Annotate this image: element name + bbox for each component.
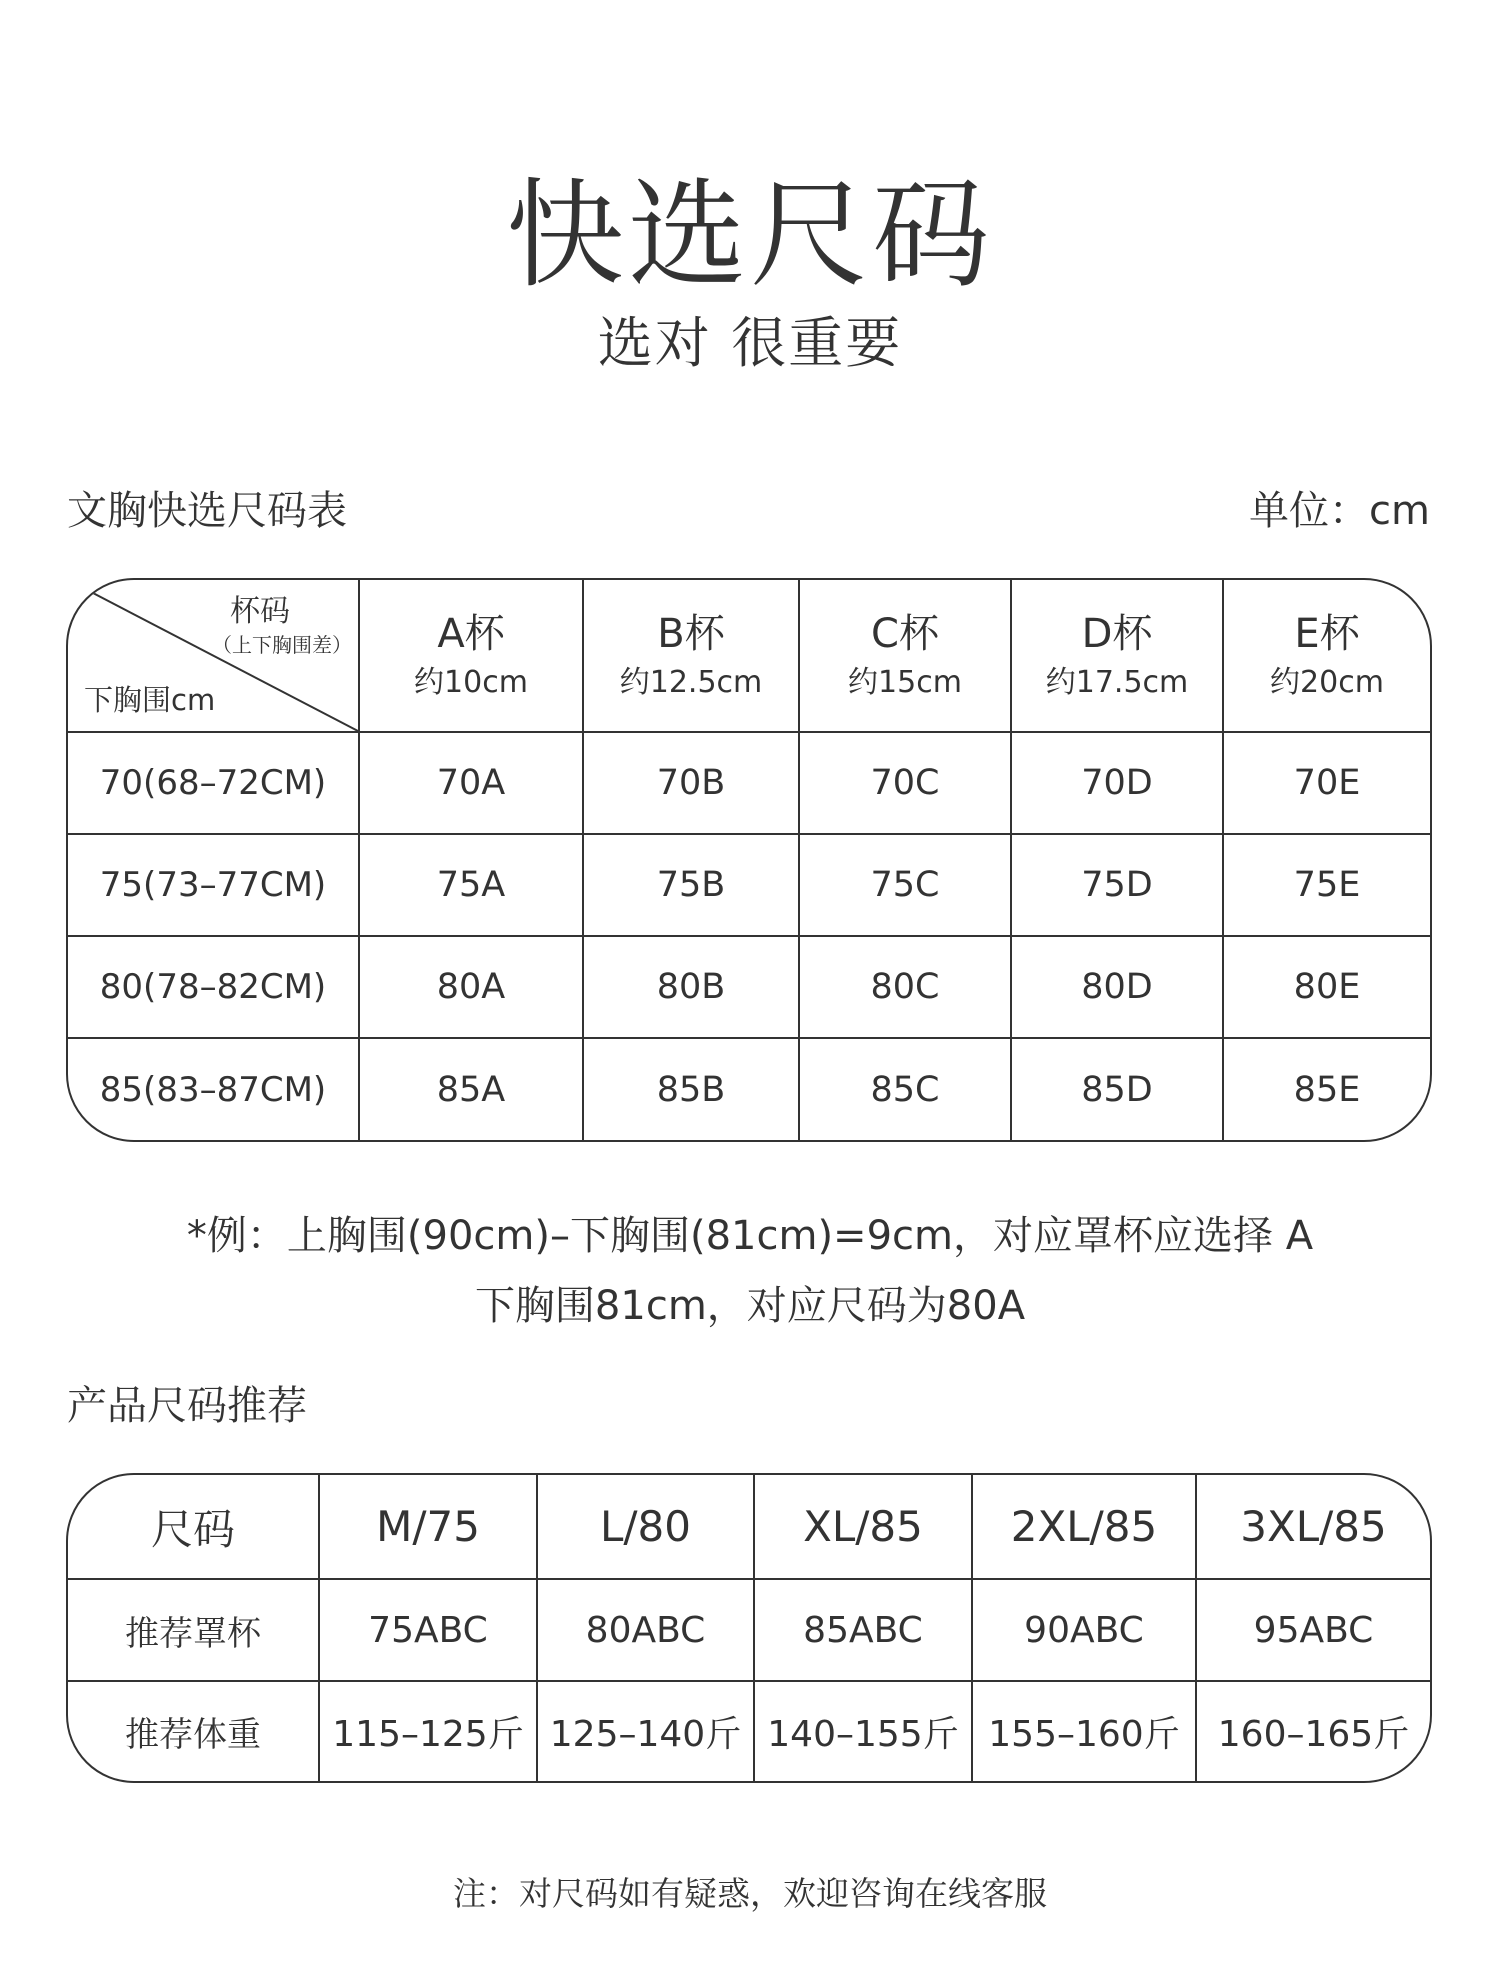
example-text-line1: *例：上胸围(90cm)–下胸围(81cm)=9cm，对应罩杯应选择 A: [186, 1213, 1314, 1259]
underbust-header-label: 下胸围cm: [84, 683, 216, 717]
cup-diff: 约15cm: [848, 664, 962, 700]
rec-cup-label: 推荐罩杯: [68, 1580, 320, 1682]
example-text-line2: 下胸围81cm，对应尺码为80A: [474, 1283, 1026, 1329]
rec-cup-cell: 80ABC: [538, 1580, 755, 1682]
cup-header-a: [360, 580, 584, 733]
rec-cup-cell: 90ABC: [973, 1580, 1197, 1682]
size-cell: 80E: [1224, 937, 1430, 1039]
bra-size-table: [66, 578, 1432, 1142]
size-cell: 75B: [584, 835, 800, 937]
size-cell: 70D: [1012, 733, 1224, 835]
rec-header-cell: 2XL/85: [973, 1475, 1197, 1580]
band-size-cell: 75(73–77CM): [68, 835, 360, 937]
size-cell: 85D: [1012, 1039, 1224, 1140]
bra-table-title: 文胸快选尺码表: [67, 488, 347, 534]
size-cell: 80D: [1012, 937, 1224, 1039]
rec-header-cell: XL/85: [755, 1475, 973, 1580]
cup-header-label: 杯码: [230, 594, 290, 629]
rec-weight-cell: 115–125斤: [320, 1682, 538, 1781]
cup-letter: B杯: [657, 610, 725, 657]
rec-weight-label: 推荐体重: [68, 1682, 320, 1781]
size-cell: 85C: [800, 1039, 1012, 1140]
size-cell: 70E: [1224, 733, 1430, 835]
recommend-table-title: 产品尺码推荐: [67, 1383, 307, 1429]
rec-weight-cell: 160–165斤: [1217, 1714, 1410, 1755]
rec-cup-cell: 95ABC: [1197, 1580, 1430, 1682]
size-cell: 80B: [584, 937, 800, 1039]
rec-weight-cell: 140–155斤: [755, 1682, 973, 1781]
rec-weight-cell: 125–140斤: [538, 1682, 755, 1781]
footer-note: 注：对尺码如有疑惑，欢迎咨询在线客服: [453, 1874, 1047, 1913]
page-subtitle: 选对 很重要: [597, 311, 903, 375]
cup-diff: 约12.5cm: [619, 664, 763, 700]
size-cell: 85B: [584, 1039, 800, 1140]
cup-letter: A杯: [437, 610, 505, 657]
page-title: 快选尺码: [505, 166, 994, 304]
rec-header-cell: M/75: [320, 1475, 538, 1580]
band-size-cell: 80(78–82CM): [68, 937, 360, 1039]
unit-label: 单位：cm: [1249, 488, 1430, 534]
size-cell: 70C: [800, 733, 1012, 835]
rec-weight-cell: 155–160斤: [973, 1682, 1197, 1781]
rec-header-cell: L/80: [538, 1475, 755, 1580]
rec-cup-cell: 75ABC: [320, 1580, 538, 1682]
size-cell: 80C: [800, 937, 1012, 1039]
cup-letter: D杯: [1081, 610, 1153, 657]
size-cell: 75C: [800, 835, 1012, 937]
size-cell: 85E: [1293, 1069, 1361, 1110]
size-cell: 80A: [360, 937, 584, 1039]
cup-diff: 约17.5cm: [1045, 664, 1189, 700]
size-cell: 70A: [360, 733, 584, 835]
size-cell: 75D: [1012, 835, 1224, 937]
band-size-cell: 70(68–72CM): [68, 733, 360, 835]
band-size-cell: 85(83–87CM): [68, 1039, 360, 1140]
size-cell: 75E: [1224, 835, 1430, 937]
size-cell: 70B: [584, 733, 800, 835]
cup-header-c: [800, 580, 1012, 733]
rec-cup-cell: 85ABC: [755, 1580, 973, 1682]
rec-header-cell: 3XL/85: [1197, 1475, 1430, 1580]
cup-header-note: （上下胸围差）: [212, 633, 352, 657]
cup-diff: 约20cm: [1270, 664, 1384, 700]
size-cell: 85A: [360, 1039, 584, 1140]
cup-header-e: [1224, 580, 1430, 733]
size-cell: 75A: [360, 835, 584, 937]
cup-letter: C杯: [871, 610, 939, 657]
cup-letter: E杯: [1294, 610, 1360, 657]
rec-header-cell: 尺码: [68, 1475, 320, 1580]
cup-header-d: [1012, 580, 1224, 733]
cup-header-b: [584, 580, 800, 733]
size-recommend-table: [66, 1473, 1432, 1783]
cup-diff: 约10cm: [414, 664, 528, 700]
table-corner-cell: [68, 580, 360, 733]
